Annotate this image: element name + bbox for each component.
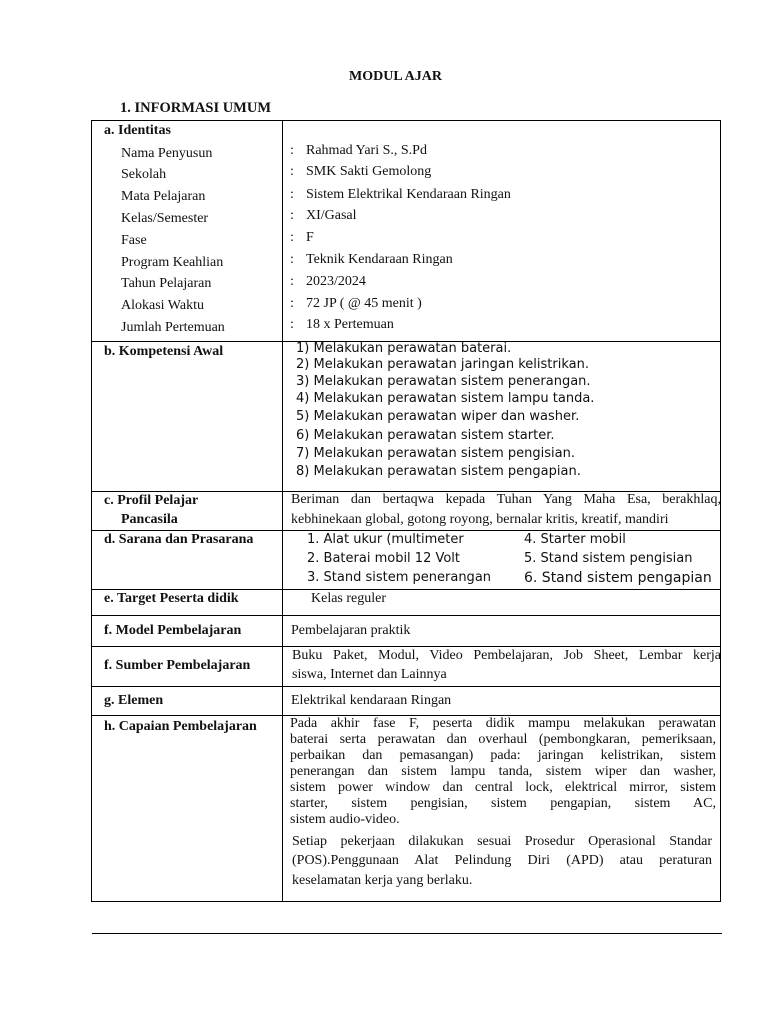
row-divider <box>91 615 721 616</box>
capaian-label: h. Capaian Pembelajaran <box>104 719 257 734</box>
identitas-row-value: XI/Gasal <box>306 208 357 223</box>
capaian-line: penerangan dan sistem lampu tanda, sistem wiper dan washer, <box>290 764 716 779</box>
capaian-line: sistem power window dan central lock, elektrical mirror, sistem <box>290 780 716 795</box>
kompetensi-item: 7) Melakukan perawatan sistem pengisian. <box>296 446 575 461</box>
row-divider <box>91 589 721 590</box>
identitas-row-label: Kelas/Semester <box>121 211 209 226</box>
identitas-row-value: Sistem Elektrikal Kendaraan Ringan <box>306 187 511 202</box>
target-label: e. Target Peserta didik <box>104 591 239 606</box>
identitas-colon: : <box>290 143 294 158</box>
sumber-label: f. Sumber Pembelajaran <box>104 658 251 673</box>
model-value: Pembelajaran praktik <box>291 623 411 638</box>
kompetensi-item: 5) Melakukan perawatan wiper dan washer. <box>296 409 580 424</box>
identitas-colon: : <box>290 252 294 267</box>
sumber-value: siswa, Internet dan Lainnya <box>292 667 447 682</box>
identitas-colon: : <box>290 230 294 245</box>
section-heading: 1. INFORMASI UMUM <box>120 100 272 116</box>
identitas-row-label: Jumlah Pertemuan <box>121 320 225 335</box>
identitas-colon: : <box>290 164 294 179</box>
sarana-item: 3. Stand sistem penerangan <box>307 570 492 585</box>
sarana-item: 5. Stand sistem pengisian <box>524 551 693 566</box>
identitas-colon: : <box>290 274 294 289</box>
sarana-item: 4. Starter mobil <box>524 532 626 547</box>
kompetensi-item: 2) Melakukan perawatan jaringan kelistrikan. <box>296 357 589 372</box>
kompetensi-item: 3) Melakukan perawatan sistem penerangan. <box>296 374 591 389</box>
identitas-row-label: Alokasi Waktu <box>121 298 204 313</box>
identitas-row-value: 2023/2024 <box>306 274 366 289</box>
profil-pelajar-label: Pancasila <box>121 512 178 527</box>
identitas-colon: : <box>290 208 294 223</box>
kompetensi-item: 4) Melakukan perawatan sistem lampu tanda. <box>296 391 595 406</box>
identitas-colon: : <box>290 317 294 332</box>
pos-line: (POS).Penggunaan Alat Pelindung Diri (APD) atau peraturan <box>292 853 712 868</box>
identitas-row-value: 72 JP ( @ 45 menit ) <box>306 296 422 311</box>
kompetensi-item: 8) Melakukan perawatan sistem pengapian. <box>296 464 581 479</box>
profil-pelajar-value: kebhinekaan global, gotong royong, bernalar kritis, kreatif, mandiri <box>291 512 669 527</box>
pos-line: Setiap pekerjaan dilakukan sesuai Prosedur Operasional Standar <box>292 834 712 849</box>
identitas-row-value: 18 x Pertemuan <box>306 317 394 332</box>
identitas-row-value: SMK Sakti Gemolong <box>306 164 432 179</box>
sarana-item: 1. Alat ukur (multimeter <box>307 532 464 547</box>
row-divider <box>91 530 721 531</box>
identitas-row-value: Rahmad Yari S., S.Pd <box>306 143 427 158</box>
identitas-row-label: Tahun Pelajaran <box>121 276 212 291</box>
row-divider <box>91 646 721 647</box>
page-footer-rule <box>92 933 722 934</box>
pos-line: keselamatan kerja yang berlaku. <box>292 873 473 888</box>
identitas-label: a. Identitas <box>104 123 171 138</box>
target-value: Kelas reguler <box>311 591 387 606</box>
capaian-line: starter, sistem pengisian, sistem pengapian, sistem AC, <box>290 796 716 811</box>
kompetensi-awal-label: b. Kompetensi Awal <box>104 344 224 359</box>
identitas-colon: : <box>290 296 294 311</box>
sarana-label: d. Sarana dan Prasarana <box>104 532 254 547</box>
identitas-row-label: Fase <box>121 233 147 248</box>
capaian-line: sistem audio-video. <box>290 812 400 827</box>
row-divider <box>91 686 721 687</box>
identitas-row-label: Nama Penyusun <box>121 146 213 161</box>
identitas-row-value: Teknik Kendaraan Ringan <box>306 252 453 267</box>
document-title: MODUL AJAR <box>349 69 442 84</box>
identitas-row-label: Sekolah <box>121 167 167 182</box>
capaian-line: Pada akhir fase F, peserta didik mampu melakukan perawatan <box>290 716 716 731</box>
elemen-value: Elektrikal kendaraan Ringan <box>291 693 452 708</box>
identitas-colon: : <box>290 187 294 202</box>
kompetensi-item: 6) Melakukan perawatan sistem starter. <box>296 428 555 443</box>
sarana-item: 6. Stand sistem pengapian <box>524 570 712 586</box>
profil-pelajar-label: c. Profil Pelajar <box>104 493 199 508</box>
sarana-item: 2. Baterai mobil 12 Volt <box>307 551 461 566</box>
column-divider <box>282 120 283 902</box>
capaian-line: perbaikan dan pemasangan) pada: jaringan kelistrikan, sistem <box>290 748 716 763</box>
kompetensi-item: 1) Melakukan perawatan baterai. <box>296 341 512 356</box>
identitas-row-label: Mata Pelajaran <box>121 189 206 204</box>
elemen-label: g. Elemen <box>104 693 164 708</box>
identitas-row-label: Program Keahlian <box>121 255 224 270</box>
capaian-line: baterai serta perawatan dan overhaul (pembongkaran, pemeriksaan, <box>290 732 716 747</box>
sumber-value: Buku Paket, Modul, Video Pembelajaran, Job Sheet, Lembar kerja <box>292 648 721 663</box>
profil-pelajar-value: Beriman dan bertaqwa kepada Tuhan Yang Maha Esa, berakhlaq, <box>291 492 721 507</box>
model-label: f. Model Pembelajaran <box>104 623 242 638</box>
identitas-row-value: F <box>306 230 314 245</box>
